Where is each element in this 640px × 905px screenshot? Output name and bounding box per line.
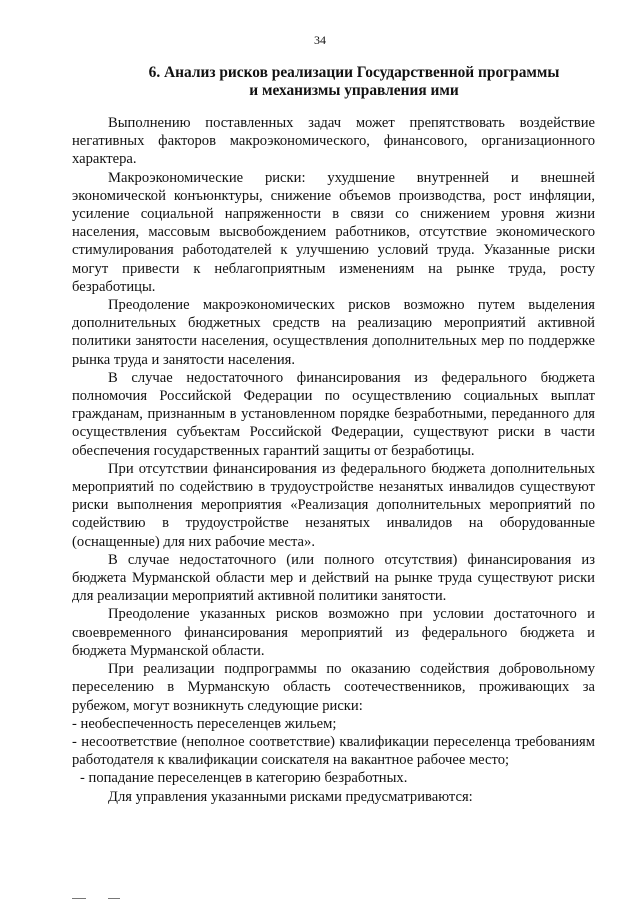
risk-item-housing: - необеспеченность переселенцев жильем;: [72, 715, 337, 732]
paragraph-closing: Для управления указанными рисками предусматриваются:: [108, 788, 473, 805]
paragraph-intro: Выполнению поставленных задач может препятствовать воздействие негативных факторов макроэкономического, финансового, организационного характера.: [72, 115, 595, 168]
risk-item-unemployment: - попадание переселенцев в категорию безработных.: [80, 770, 408, 787]
paragraph-overcoming-macro-risks: Преодоление макроэкономических рисков возможно путем выделения дополнительных бюджетных средств на реализацию мероприятий активной политики занятости населения, осуществления дополнительных мер по поддержке рынка труда и занятости населения.: [72, 297, 595, 368]
section-heading-line-2: и механизмы управления ими: [249, 82, 459, 99]
footer-mark-right: [108, 898, 120, 899]
paragraph-federal-funding-risk: В случае недостаточного финансирования из федерального бюджета полномочия Российской Федерации по осуществлению социальных выплат гражданам, признанным в установленном порядке безработными, переданного для осуществления субъектам Российской Федерации, существуют риски в части обеспечения государственных гарантий защиты от безработицы.: [72, 369, 595, 459]
footer-mark-left: [72, 898, 86, 899]
page-number: 34: [314, 33, 326, 47]
paragraph-overcoming-risks: Преодоление указанных рисков возможно при условии достаточного и своевременного финансирования мероприятий из федерального бюджета и бюджета Мурманской области.: [72, 606, 595, 659]
paragraph-regional-funding-risk: В случае недостаточного (или полного отсутствия) финансирования из бюджета Мурманской области мер и действий на рынке труда существуют риски для реализации мероприятий активной политики занятости.: [72, 551, 595, 605]
paragraph-disabled-employment-risk: При отсутствии финансирования из федерального бюджета дополнительных мероприятий по содействию в трудоустройстве незанятых инвалидов существуют риски выполнения мероприятия «Реализация дополнительных мероприятий по содействию в трудоустройстве незанятых инвалидов на оборудованные (оснащенные) для них рабочие места».: [72, 460, 595, 550]
risk-item-qualification: - несоответствие (неполное соответствие) квалификации переселенца требованиям работодателя к квалификации соискателя на вакантное рабочее место;: [72, 733, 595, 769]
paragraph-macroeconomic-risks: Макроэкономические риски: ухудшение внутренней и внешней экономической конъюнктуры, снижение объемов производства, рост инфляции, усиление социальной напряженности в связи со снижением уровня жизни населения, массовым высвобождением работников, отсутствие экономического стимулирования работодателей к улучшению условий труда. Указанные риски могут привести к неблагоприятным изменениям на рынке труда, росту безработицы.: [72, 169, 595, 295]
section-heading: [108, 64, 600, 100]
paragraph-resettlement-risks: При реализации подпрограммы по оказанию содействия добровольному переселению в Мурманскую область соотечественников, проживающих за рубежом, могут возникнуть следующие риски:: [72, 661, 595, 714]
body-text: [72, 114, 595, 806]
section-heading-line-1: 6. Анализ рисков реализации Государственной программы: [148, 64, 560, 81]
